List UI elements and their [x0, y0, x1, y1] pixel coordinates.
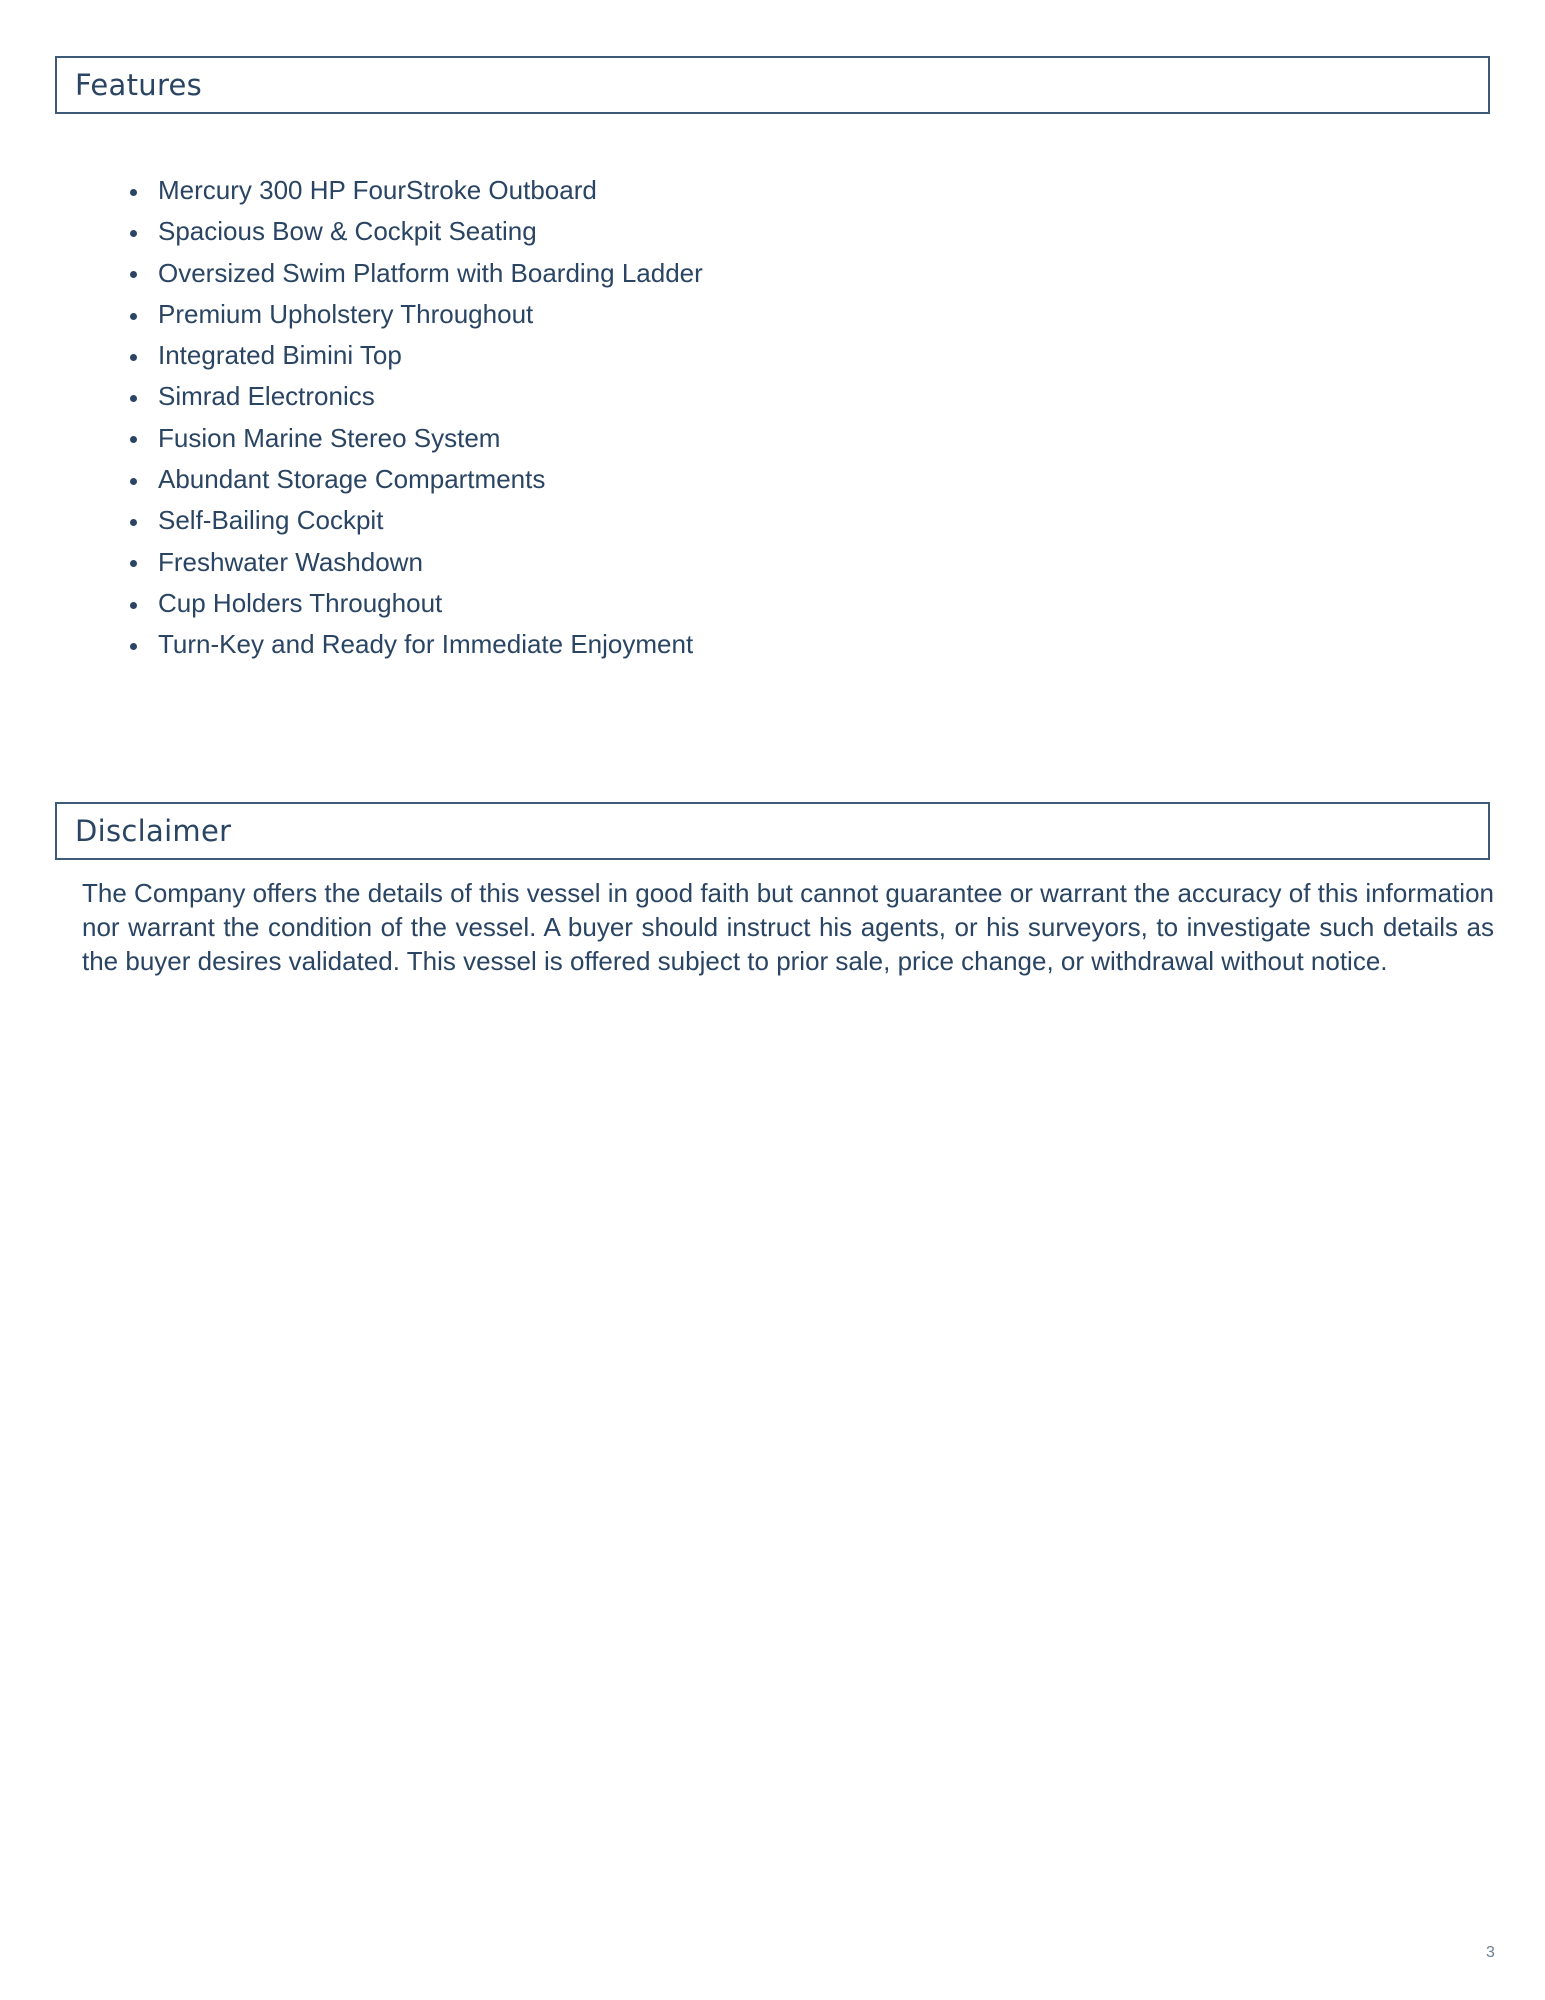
feature-text: Simrad Electronics: [158, 381, 375, 412]
feature-text: Self-Bailing Cockpit: [158, 505, 384, 536]
feature-text: Cup Holders Throughout: [158, 587, 443, 618]
feature-item: [130, 294, 703, 335]
feature-text: Premium Upholstery Throughout: [158, 298, 534, 329]
bullet-icon: [130, 354, 137, 361]
bullet-icon: [130, 395, 137, 402]
page-number: 3: [1486, 1944, 1495, 1961]
bullet-icon: [130, 189, 137, 196]
feature-item: [130, 211, 703, 252]
bullet-icon: [130, 313, 137, 320]
feature-item: [130, 583, 703, 624]
disclaimer-text: The Company offers the details of this vessel in good faith but cannot guarantee or warrant the accuracy of this information nor warrant the condition of the vessel. A buyer should instruct his agents, or his surveyors, to investigate such details as the buyer desires validated. This vessel is offered subject to prior sale, price change, or withdrawal without notice.: [82, 878, 1494, 976]
feature-text: Abundant Storage Compartments: [158, 464, 546, 495]
features-list: [130, 170, 703, 666]
feature-item: [130, 253, 703, 294]
features-section-header: Features: [55, 56, 1490, 114]
feature-item: [130, 542, 703, 583]
feature-item: [130, 335, 703, 376]
feature-item: [130, 418, 703, 459]
feature-item: [130, 459, 703, 500]
feature-text: Fusion Marine Stereo System: [158, 422, 501, 453]
disclaimer-section-header: Disclaimer: [55, 802, 1490, 860]
feature-text: Oversized Swim Platform with Boarding Ladder: [158, 257, 703, 288]
feature-item: [130, 500, 703, 541]
bullet-icon: [130, 519, 137, 526]
bullet-icon: [130, 478, 137, 485]
feature-text: Mercury 300 HP FourStroke Outboard: [158, 175, 597, 205]
bullet-icon: [130, 436, 137, 443]
bullet-icon: [130, 271, 137, 278]
feature-text: Turn-Key and Ready for Immediate Enjoyment: [158, 629, 694, 660]
feature-item: [130, 376, 703, 417]
bullet-icon: [130, 643, 137, 650]
bullet-icon: [130, 560, 137, 567]
bullet-icon: [130, 602, 137, 609]
feature-item: [130, 624, 703, 665]
bullet-icon: [130, 230, 137, 237]
feature-item: [130, 170, 703, 211]
feature-text: Integrated Bimini Top: [158, 340, 402, 371]
feature-text: Spacious Bow & Cockpit Seating: [158, 216, 537, 247]
feature-text: Freshwater Washdown: [158, 546, 423, 577]
